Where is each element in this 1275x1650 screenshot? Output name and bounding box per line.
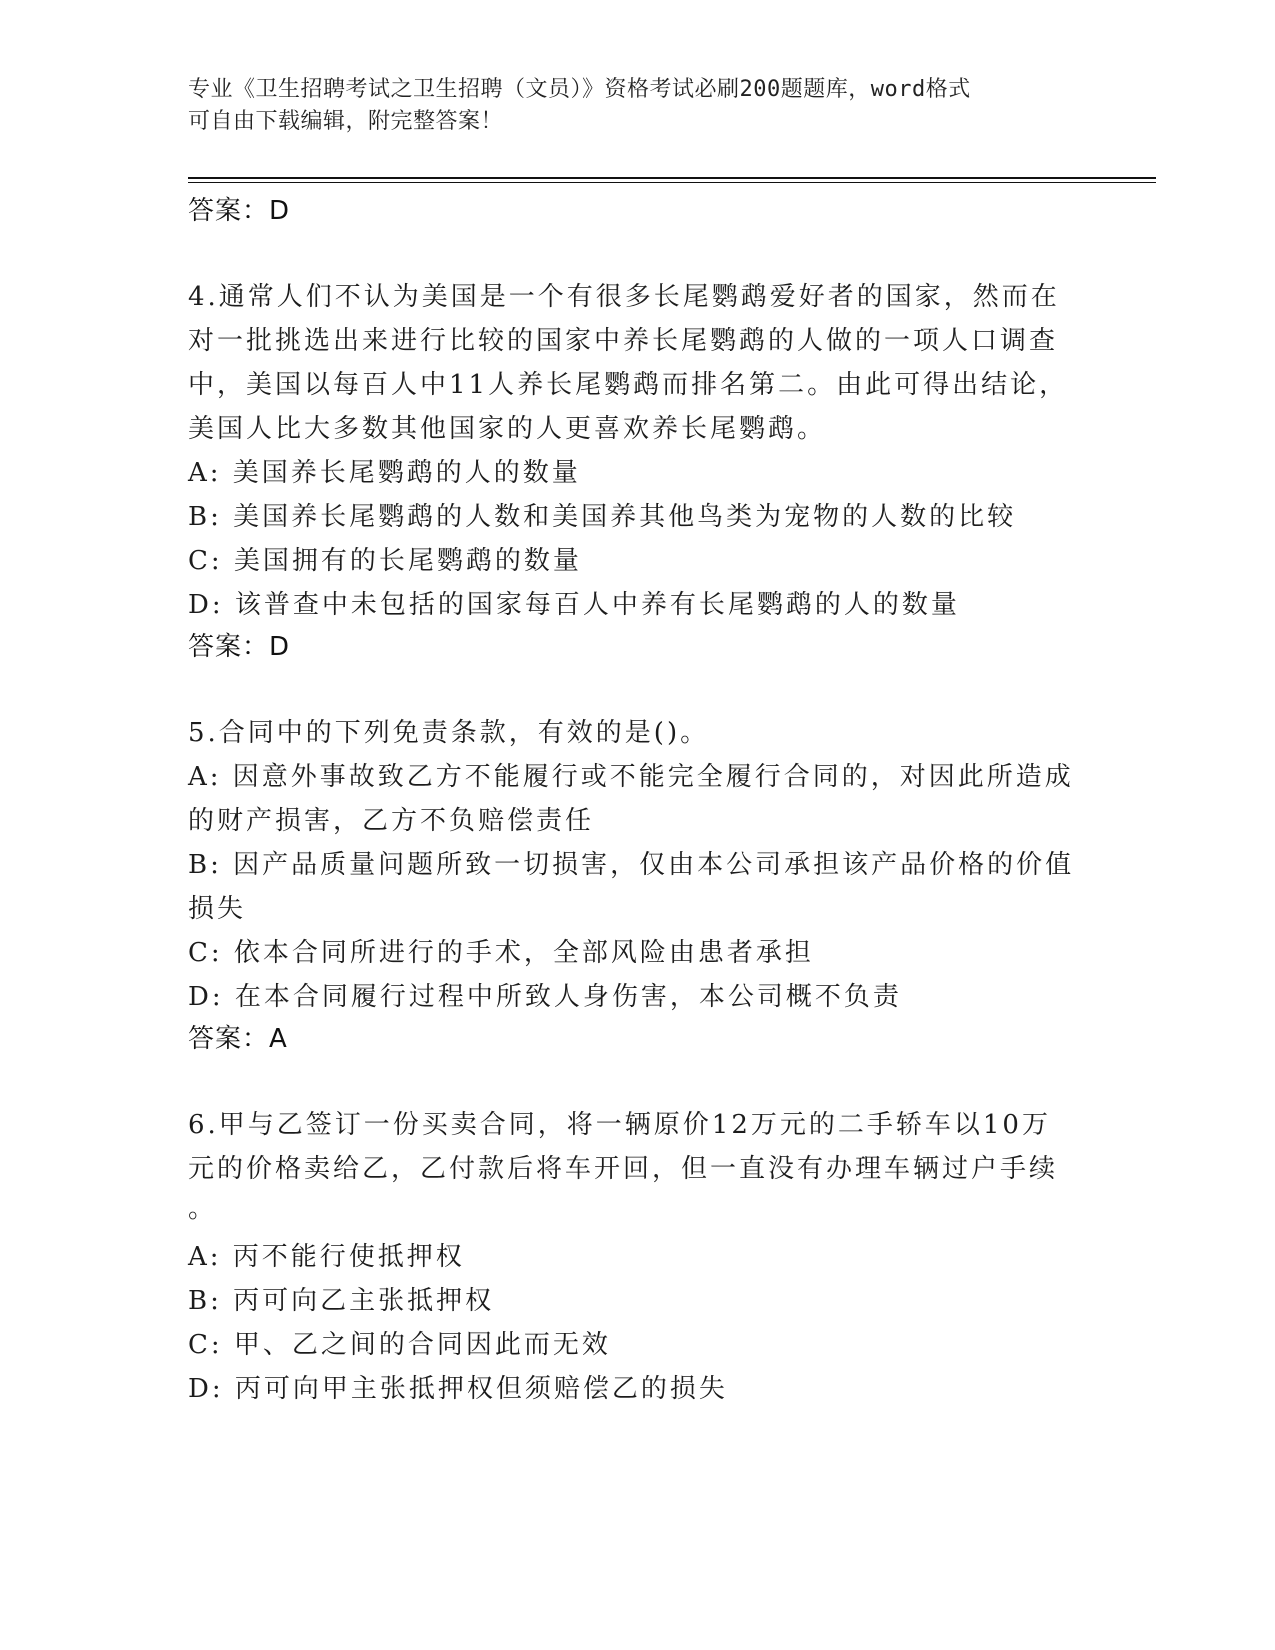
q5-option-b-line-1: B: 因产品质量问题所致一切损害，仅由本公司承担该产品价格的价值	[188, 850, 1075, 880]
q4-stem-line-1: 4.通常人们不认为美国是一个有很多长尾鹦鹉爱好者的国家，然而在	[188, 282, 1060, 312]
q4-option-b: B: 美国养长尾鹦鹉的人数和美国养其他鸟类为宠物的人数的比较	[188, 502, 1017, 532]
q5-stem: 5.合同中的下列免责条款，有效的是()。	[188, 718, 710, 748]
q4-option-a: A: 美国养长尾鹦鹉的人的数量	[188, 458, 581, 488]
q6-stem-line-3: 。	[188, 1194, 218, 1224]
header-line-1: 专业《卫生招聘考试之卫生招聘（文员）》资格考试必刷200题题库，word格式	[188, 77, 971, 102]
header-rule-thin	[188, 182, 1156, 183]
q5-option-a-line-2: 的财产损害，乙方不负赔偿责任	[188, 806, 595, 836]
answer-q4: 答案：D	[188, 632, 291, 662]
header-rule-thick	[188, 177, 1156, 179]
answer-q3: 答案：D	[188, 196, 291, 226]
q4-option-d: D: 该普查中未包括的国家每百人中养有长尾鹦鹉的人的数量	[188, 590, 960, 620]
q4-stem-line-3: 中，美国以每百人中11人养长尾鹦鹉而排名第二。由此可得出结论，	[188, 370, 1069, 400]
q6-option-d: D: 丙可向甲主张抵押权但须赔偿乙的损失	[188, 1374, 728, 1404]
q6-option-a: A: 丙不能行使抵押权	[188, 1242, 465, 1272]
answer-q5: 答案：A	[188, 1024, 288, 1054]
q5-option-b-line-2: 损失	[188, 894, 247, 924]
document-header	[188, 74, 1068, 138]
q6-option-c: C: 甲、乙之间的合同因此而无效	[188, 1330, 611, 1360]
q4-stem-line-4: 美国人比大多数其他国家的人更喜欢养长尾鹦鹉。	[188, 414, 827, 444]
q6-option-b: B: 丙可向乙主张抵押权	[188, 1286, 495, 1316]
q5-option-a-line-1: A: 因意外事故致乙方不能履行或不能完全履行合同的，对因此所造成	[188, 762, 1074, 792]
q5-option-d: D: 在本合同履行过程中所致人身伤害，本公司概不负责	[188, 982, 902, 1012]
q6-stem-line-2: 元的价格卖给乙，乙付款后将车开回，但一直没有办理车辆过户手续	[188, 1154, 1059, 1184]
q6-stem-line-1: 6.甲与乙签订一份买卖合同，将一辆原价12万元的二手轿车以10万	[188, 1110, 1051, 1140]
q4-option-c: C: 美国拥有的长尾鹦鹉的数量	[188, 546, 582, 576]
header-line-2: 可自由下载编辑，附完整答案！	[188, 109, 504, 134]
q5-option-c: C: 依本合同所进行的手术，全部风险由患者承担	[188, 938, 814, 968]
q4-stem-line-2: 对一批挑选出来进行比较的国家中养长尾鹦鹉的人做的一项人口调查	[188, 326, 1059, 356]
